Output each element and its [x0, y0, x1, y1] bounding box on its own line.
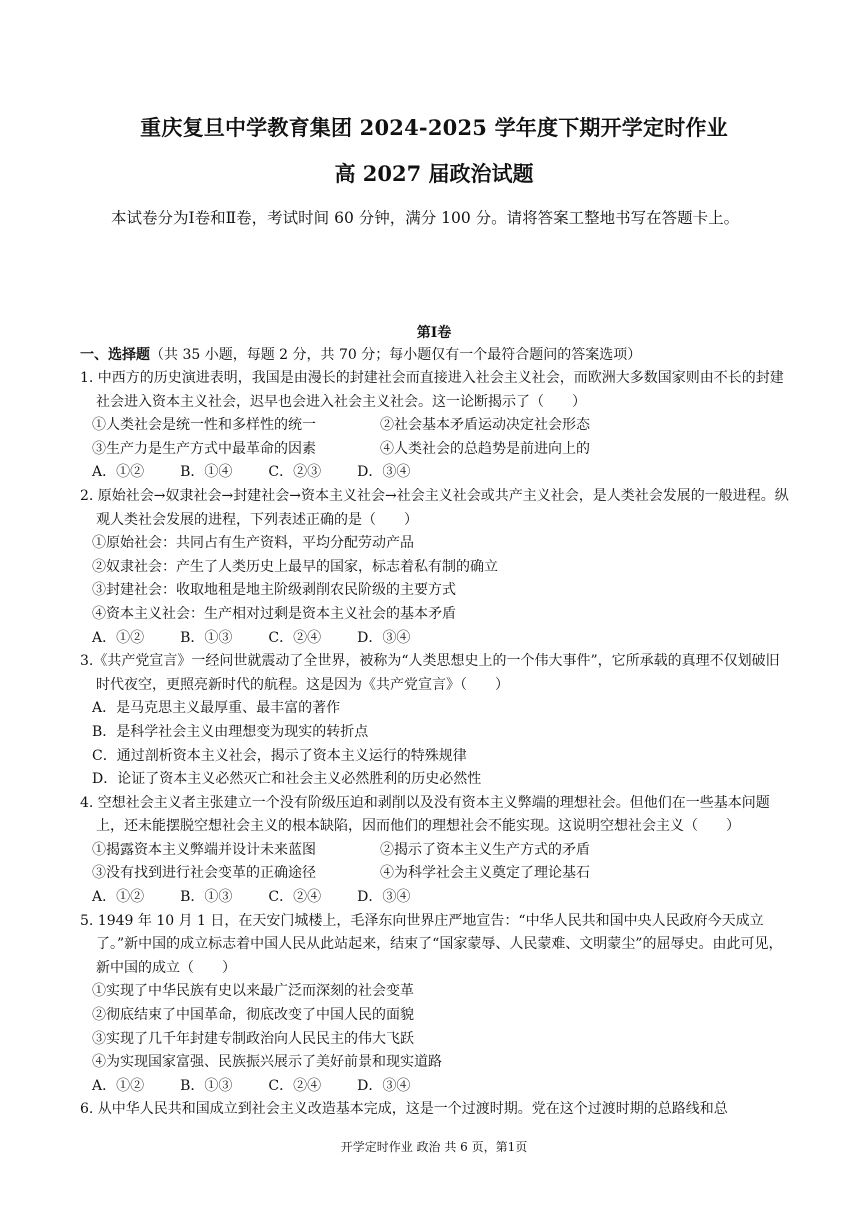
option-row — [80, 839, 792, 863]
answer-choice: B．①④ — [180, 464, 233, 481]
answer-choice: A．①② — [92, 889, 145, 906]
option-item: ②揭示了资本主义生产方式的矛盾 — [380, 841, 590, 858]
option-item: ④人类社会的总趋势是前进向上的 — [380, 440, 590, 457]
answer-choice: D．③④ — [357, 1077, 411, 1094]
answer-choice: C．②④ — [268, 1077, 322, 1094]
answer-choice: A．①② — [92, 1077, 145, 1094]
question-list — [80, 367, 792, 1122]
question-stem: 6. 从中华人民共和国成立到社会主义改造基本完成，这是一个过渡时期。党在这个过渡时期的总路线和总 — [80, 1101, 728, 1118]
answer-choices — [80, 627, 792, 651]
question-stem: 4. 空想社会主义者主张建立一个没有阶级压迫和剥削以及没有资本主义弊端的理想社会。但他们在一些基本问题上，还未能摆脱空想社会主义的根本缺陷，因而他们的理想社会不能实现。这说明空想社会主义（ ） — [80, 794, 770, 835]
option-item: ③生产力是生产方式中最革命的因素 — [92, 440, 316, 457]
option-item: ③封建社会：收取地租是地主阶级剥削农民阶级的主要方式 — [92, 582, 456, 599]
page-footer: 开学定时作业 政治 共 6 页，第1页 — [340, 1140, 528, 1154]
question-2 — [80, 485, 792, 650]
question-stem: 1. 中西方的历史演进表明，我国是由漫长的封建社会而直接进入社会主义社会，而欧洲大多数国家则由不长的封建社会进入资本主义社会，迟早也会进入社会主义社会。这一论断揭示了（ ） — [80, 370, 784, 410]
option-item: A．是马克思主义最厚重、最丰富的著作 — [92, 700, 341, 717]
answer-choices — [80, 461, 792, 485]
exam-instructions: 本试卷分为Ⅰ卷和Ⅱ卷，考试时间 60 分钟，满分 100 分。请将答案工整地书写在答题卡上。 — [111, 209, 740, 227]
option-item: ①人类社会是统一性和多样性的统一 — [92, 417, 316, 434]
part-label: 一、选择题 — [80, 347, 150, 363]
question-stem: 3.《共产党宣言》一经问世就震动了全世界，被称为“人类思想史上的一个伟大事件”，它所承载的真理不仅划破旧时代夜空，更照亮新时代的航程。这是因为《共产党宣言》（ ） — [80, 653, 780, 693]
answer-choice: A．①② — [92, 464, 145, 481]
answer-choices — [80, 886, 792, 910]
option-item: ①揭露资本主义弊端并设计未来蓝图 — [92, 841, 316, 858]
answer-choice: C．②④ — [268, 889, 322, 906]
option-item: ④为科学社会主义奠定了理论基石 — [380, 865, 590, 882]
option-item: ④为实现国家富强、民族振兴展示了美好前景和现实道路 — [92, 1054, 442, 1071]
exam-title: 重庆复旦中学教育集团 2024-2025 学年度下期开学定时作业 — [140, 115, 728, 140]
exam-subtitle: 高 2027 届政治试题 — [334, 161, 534, 186]
question-stem: 5. 1949 年 10 月 1 日，在天安门城楼上，毛泽东向世界庄严地宣告：“中华人民共和国中央人民政府今天成立了。”新中国的成立标志着中国人民从此站起来，结束了“国家蒙辱、人民蒙难、文明蒙尘”的屈辱史。由此可见，新中国的成立（ ） — [80, 912, 783, 976]
part-note: （共 35 小题，每题 2 分，共 70 分；每小题仅有一个最符合题问的答案选项） — [150, 347, 642, 363]
option-item: D．论证了资本主义必然灭亡和社会主义必然胜利的历史必然性 — [92, 771, 482, 788]
answer-choice: A．①② — [92, 629, 145, 646]
question-3 — [80, 650, 792, 792]
option-item: ①实现了中华民族有史以来最广泛而深刻的社会变革 — [92, 983, 414, 1000]
option-item: ①原始社会：共同占有生产资料，平均分配劳动产品 — [92, 535, 414, 552]
question-stem: 2. 原始社会→奴隶社会→封建社会→资本主义社会→社会主义社会或共产主义社会，是人类社会发展的一般进程。纵观人类社会发展的进程，下列表述正确的是（ ） — [80, 487, 789, 528]
answer-choice: D．③④ — [357, 629, 411, 646]
section-title: 第Ⅰ卷 — [416, 325, 452, 341]
answer-choice: C．②③ — [268, 464, 322, 481]
answer-choice: D．③④ — [357, 889, 411, 906]
question-5 — [80, 910, 792, 1099]
option-item: B．是科学社会主义由理想变为现实的转折点 — [92, 723, 369, 740]
answer-choice: C．②④ — [268, 629, 322, 646]
question-6 — [80, 1098, 792, 1122]
answer-choice: D．③④ — [357, 464, 411, 481]
question-1 — [80, 367, 792, 485]
option-item: ②彻底结束了中国革命，彻底改变了中国人民的面貌 — [92, 1007, 414, 1024]
option-item: C．通过剖析资本主义社会，揭示了资本主义运行的特殊规律 — [92, 747, 467, 764]
answer-choices — [80, 1075, 792, 1099]
option-item: ③实现了几千年封建专制政治向人民民主的伟大飞跃 — [92, 1030, 414, 1047]
answer-choice: B．①③ — [180, 629, 233, 646]
option-row — [80, 862, 792, 886]
option-row — [80, 438, 792, 462]
answer-choice: B．①③ — [180, 1077, 233, 1094]
option-item: ②社会基本矛盾运动决定社会形态 — [380, 417, 590, 434]
part-heading — [80, 344, 792, 366]
option-item: ②奴隶社会：产生了人类历史上最早的国家，标志着私有制的确立 — [92, 558, 498, 575]
answer-choice: B．①③ — [180, 889, 233, 906]
question-4 — [80, 792, 792, 910]
option-item: ③没有找到进行社会变革的正确途径 — [92, 865, 316, 882]
option-row — [80, 414, 792, 438]
option-item: ④资本主义社会：生产相对过剩是资本主义社会的基本矛盾 — [92, 605, 456, 622]
